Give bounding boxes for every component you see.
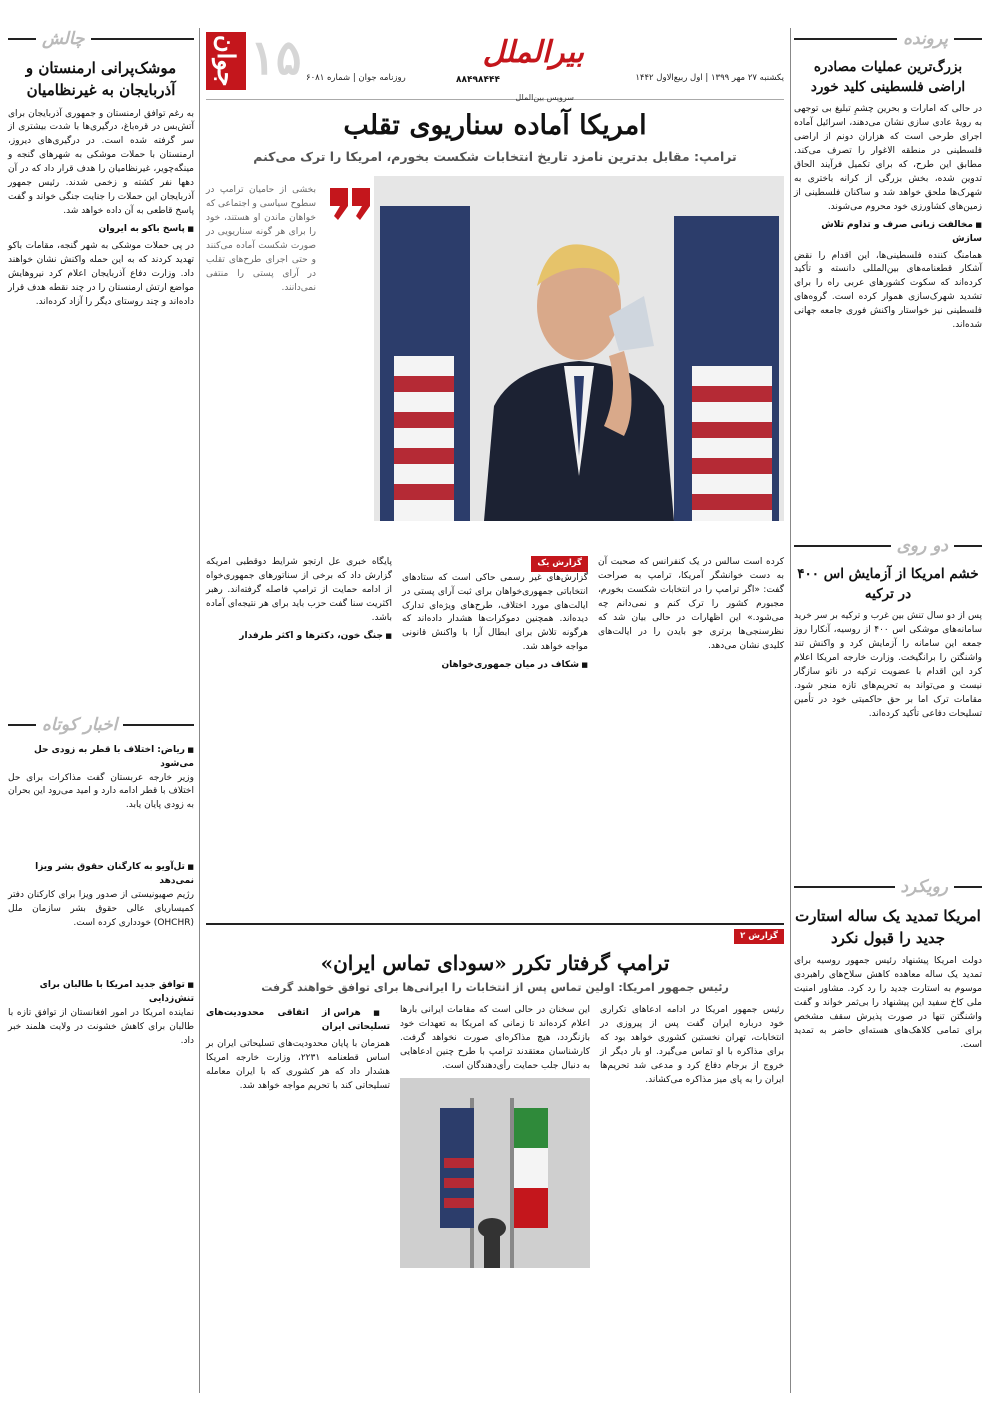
pull-quote <box>206 184 374 524</box>
section-header <box>8 714 194 736</box>
flag-right <box>674 216 779 521</box>
left-column <box>8 28 194 1393</box>
lead-story-columns <box>206 556 784 676</box>
brief-item <box>8 744 194 814</box>
newspaper-logo <box>206 28 302 94</box>
pull-quote-text: بخشی از حامیان ترامپ در سطوح سیاسی و اجتماعی که خواهان ماندن او هستند، خود را برای هر گونه سناریویی در صورت شکست آماده می‌کنند و حتی اجرای طرح‌های تقلب در آرای پستی را منتفی نمی‌دانند. <box>206 185 316 294</box>
center-column <box>206 28 784 1393</box>
brief-body: رژیم صهیونیستی از صدور ویزا برای کارکنان دفتر کمیساریای عالی حقوق بشر سازمان ملل (OHCHR) خودداری کرده است. <box>8 890 194 929</box>
section-brand-sub: سرویس بین‌الملل <box>515 93 574 102</box>
issue-date: یکشنبه ۲۷ مهر ۱۳۹۹ | اول ربیع‌الاول ۱۴۴۲ <box>635 73 784 83</box>
report-tag: گزارش یک <box>531 556 588 571</box>
story-title: ترامپ گرفتار تکرر «سودای تماس ایران» <box>320 951 670 976</box>
lead-area <box>206 176 784 556</box>
right-column <box>794 28 982 1393</box>
story-column <box>598 556 784 676</box>
story-subtitle: رئیس جمهور امریکا: اولین تماس پس از انتخابات را ایرانی‌ها برای توافق خواهند گرفت <box>261 981 729 995</box>
article-subhead: ■ مخالفت زبانی صرف و تداوم تلاش سازش <box>794 219 982 247</box>
section-header <box>794 876 982 898</box>
story-column <box>206 1004 390 1274</box>
article-body: دولت امریکا پیشنهاد رئیس جمهور روسیه برای تمدید یک ساله معاهده کاهش سلاح‌های راهبردی موسوم به استارت جدید را رد کرد. مشاور امنیت ملی کاخ سفید این پیشنهاد را بی‌ثمر خواند و گفت واشنگتن تنها در صورت پذیرش سقف مشخص برای تمامی کلاهک‌های هسته‌ای حاضر به تمدید است. <box>794 956 982 1050</box>
brief-body: وزیر خارجه عربستان گفت مذاکرات برای حل اختلاف با قطر ادامه دارد و امید می‌رود این بحران به زودی پایان یابد. <box>8 772 194 811</box>
article-body: این سخنان در حالی است که مقامات ایرانی بارها اعلام کرده‌اند تا زمانی که امریکا به تعهدات خود بازنگردد، هیچ مذاکره‌ای صورت نخواهد گرفت. کارشناسان معتقدند ترامپ با طرح چنین ادعاهایی به دنبال جلب حمایت رأی‌دهندگان است. <box>400 1005 590 1071</box>
article-body: به رغم توافق ارمنستان و جمهوری آذربایجان برای آتش‌بس در قره‌باغ، درگیری‌ها با شدت بیشتری از سر گرفته شده است. در درگیری‌های دیروز، ارمنستان با حملات موشکی به شهرهای گنجه و مینگه‌چویر، غیرنظامیان را هدف قرار داد که در آن دهها نفر کشته و زخمی شدند. رئیس جمهور آذربایجان این حملات را جنایت جنگی خواند و گفت پاسخ قاطعی به آن داده خواهد شد. <box>8 108 194 217</box>
section-header <box>8 28 194 50</box>
article-subhead: ■ جنگ خون، دکترها و اکثر طرفدار <box>206 630 392 644</box>
brief-title: ■ ریاض: اختلاف با قطر به زودی حل می‌شود <box>8 744 194 772</box>
article-body: گزارش‌های غیر رسمی حاکی است که ستادهای انتخاباتی جمهوری‌خواهان برای ثبت آرای پستی در ایالت‌های مورد اختلاف، طرح‌های ویژه‌ای تدارک دیده‌اند. همچنین دموکرات‌ها هشدار داده‌اند که هرگونه تلاش برای ابطال آرا با واکنش قانونی مواجه خواهد شد. <box>402 572 588 653</box>
quote-mark-icon <box>328 184 374 224</box>
article-subhead: ■ شکاف در میان جمهوری‌خواهان <box>402 659 588 673</box>
logo-text: جوان <box>206 32 246 90</box>
report-tag: گزارش ۲ <box>734 929 784 944</box>
article-title: موشک‌پرانی ارمنستان و آذربایجان به غیرنظامیان <box>25 59 177 99</box>
trump-illustration <box>374 176 784 521</box>
trump-photo <box>374 176 784 521</box>
section-tag: دو روی <box>891 535 954 557</box>
masthead <box>206 28 784 100</box>
brief-title: ■ تل‌آویو به کارگنان حقوق بشر ویزا نمی‌دهد <box>8 861 194 889</box>
article-body: پس از دو سال تنش بین غرب و ترکیه بر سر خرید سامانه‌های موشکی اس ۴۰۰ از روسیه، آنکارا روز جمعه این سامانه را آزمایش کرد و واکنش تند واشنگتن را برانگیخت. وزارت خارجه امریکا اعلام کرد این اقدام با عضویت ترکیه در ناتو سازگار نیست و می‌تواند به تحریم‌های تازه منجر شود. مقامات ترک اما بر حق حاکمیتی خود در تأمین تسلیحات دفاعی تأکید کرده‌اند. <box>794 611 983 719</box>
article-body: همزمان با پایان محدودیت‌های تسلیحاتی ایران بر اساس قطعنامه ۲۲۳۱، وزارت خارجه امریکا هشدار داد که هر کشوری که با ایران معامله تسلیحاتی کند با تحریم مواجه خواهد شد. <box>206 1039 391 1091</box>
phone-number: ۸۸۴۹۸۴۴۴ <box>456 75 500 85</box>
article-body: در حالی که امارات و بحرین چشمِ تبلیغ بی توجهی به رویۀ عادی سازی نشان می‌دهند، اسرائیل آماده اجرای طرحی است که هزاران دونم از اراضی فلسطینی در منطقه الاغوار را تصرف می‌کند. مطابق این طرح، که برای تکمیل فرآیند الحاق تدوین شده، بخش بزرگی از کرانه باختری به شهرک‌ها ملحق خواهد شد و ساکنان فلسطینی از زمین‌های کشاورزی خود محروم می‌شوند. <box>794 104 982 212</box>
section-header <box>794 535 982 557</box>
section-header <box>794 28 982 50</box>
story-column <box>402 556 588 676</box>
section-tag: اخبار کوتاه <box>36 714 123 736</box>
brief-item <box>8 861 194 931</box>
article-title: امریکا تمدید یک ساله استارت جدید را قبول نکرد <box>795 906 981 947</box>
brief-item <box>8 979 194 1049</box>
article-body: کرده است سالس در یک کنفرانس که صحبت آن به دست خوانشگر آمریکا، ترامپ به صراحت گفت: «اگر ترامپ را در انتخابات شکست بخورم، مجبورم کشور را ترک کنم و نمی‌دانم چه می‌شود.» این اظهارات در حالی بیان شد که نظرسنجی‌ها برتری جو بایدن را در ایالت‌های کلیدی نشان می‌دهد. <box>598 557 784 652</box>
section-tag: پرونده <box>897 28 954 50</box>
article-body: همامنگ کننده فلسطینی‌ها، این اقدام را نقض آشکار قطعنامه‌های بین‌المللی دانسته و تأکید کرده‌اند که سکوت کشورهای عربی راه را برای تشدید شهرک‌سازی هموار کرده است. گروه‌های فلسطینی نیز خواستار واکنش فوری جامعه جهانی شده‌اند. <box>794 250 982 331</box>
section-tag: چالش <box>36 28 91 50</box>
column-rule-left <box>199 28 200 1393</box>
article-title: بزرگ‌ترین عملیات مصادره اراضی فلسطینی کلید خورد <box>810 59 966 95</box>
story-column <box>400 1004 590 1274</box>
flags-photo <box>400 1078 590 1268</box>
article-body: رئیس جمهور امریکا در ادامه ادعاهای تکراری خود درباره ایران گفت پس از پیروزی در انتخابات، تهران نخستین کشوری خواهد بود که برای مذاکره با او تماس می‌گیرد. او بار دیگر از خروج از برجام دفاع کرد و مدعی شد تحریم‌ها ایران را به پای میز مذاکره می‌کشاند. <box>600 1005 784 1085</box>
main-subtitle: ترامپ: مقابل بدترین نامزد تاریخ انتخابات شکست بخورم، امریکا را ترک می‌کنم <box>253 149 737 165</box>
flags-illustration <box>400 1078 590 1268</box>
story-column <box>600 1004 784 1274</box>
flag-left <box>380 206 470 521</box>
article-title: خشم امریکا از آزمایش اس ۴۰۰ در ترکیه <box>797 566 979 602</box>
brief-title: ■ توافق جدید امریکا با طالبان برای تنش‌زدایی <box>8 979 194 1007</box>
article-subhead: ■ پاسخ باکو به ایروان <box>8 223 194 237</box>
section-brand: بیرالملل <box>482 35 584 70</box>
story-columns <box>206 1004 784 1274</box>
issue-info: روزنامه جوان | شماره ۶۰۸۱ <box>306 73 406 83</box>
logo-number: ۱۵ <box>250 30 302 86</box>
brief-body: نماینده امریکا در امور افغانستان از توافق تازه با طالبان برای کاهش خشونت در ولایت هلمند خبر داد. <box>8 1007 194 1046</box>
second-story <box>206 923 784 1274</box>
article-body: در پی حملات موشکی به شهر گنجه، مقامات باکو تهدید کردند که به این حمله واکنش نشان خواهند داد. وزارت دفاع آذربایجان اعلام کرد نیروهایش مواضع ارتش ارمنستان را در چند نقطه هدف قرار داده‌اند و چند روستای دیگر را آزاد کرده‌اند. <box>8 240 194 307</box>
story-column <box>206 556 392 676</box>
article-subhead: ■ هراس از اتفاقی محدودیت‌های تسلیحاتی ایران <box>206 1007 390 1035</box>
article-body: پایگاه خبری عل ارتجو شرایط دوقطبی امریکه گزارش داد که برخی از سناتورهای جمهوری‌خواه از ادامه حمایت از ترامپ فاصله گرفته‌اند. رهبر اکثریت سنا گفت حزب باید برای هر نتیجه‌ای آماده باشد. <box>206 557 392 624</box>
main-headline: امریکا آماده سناریوی تقلب <box>343 110 647 141</box>
column-rule-right <box>790 28 791 1393</box>
section-tag: رویکرد <box>895 876 955 898</box>
